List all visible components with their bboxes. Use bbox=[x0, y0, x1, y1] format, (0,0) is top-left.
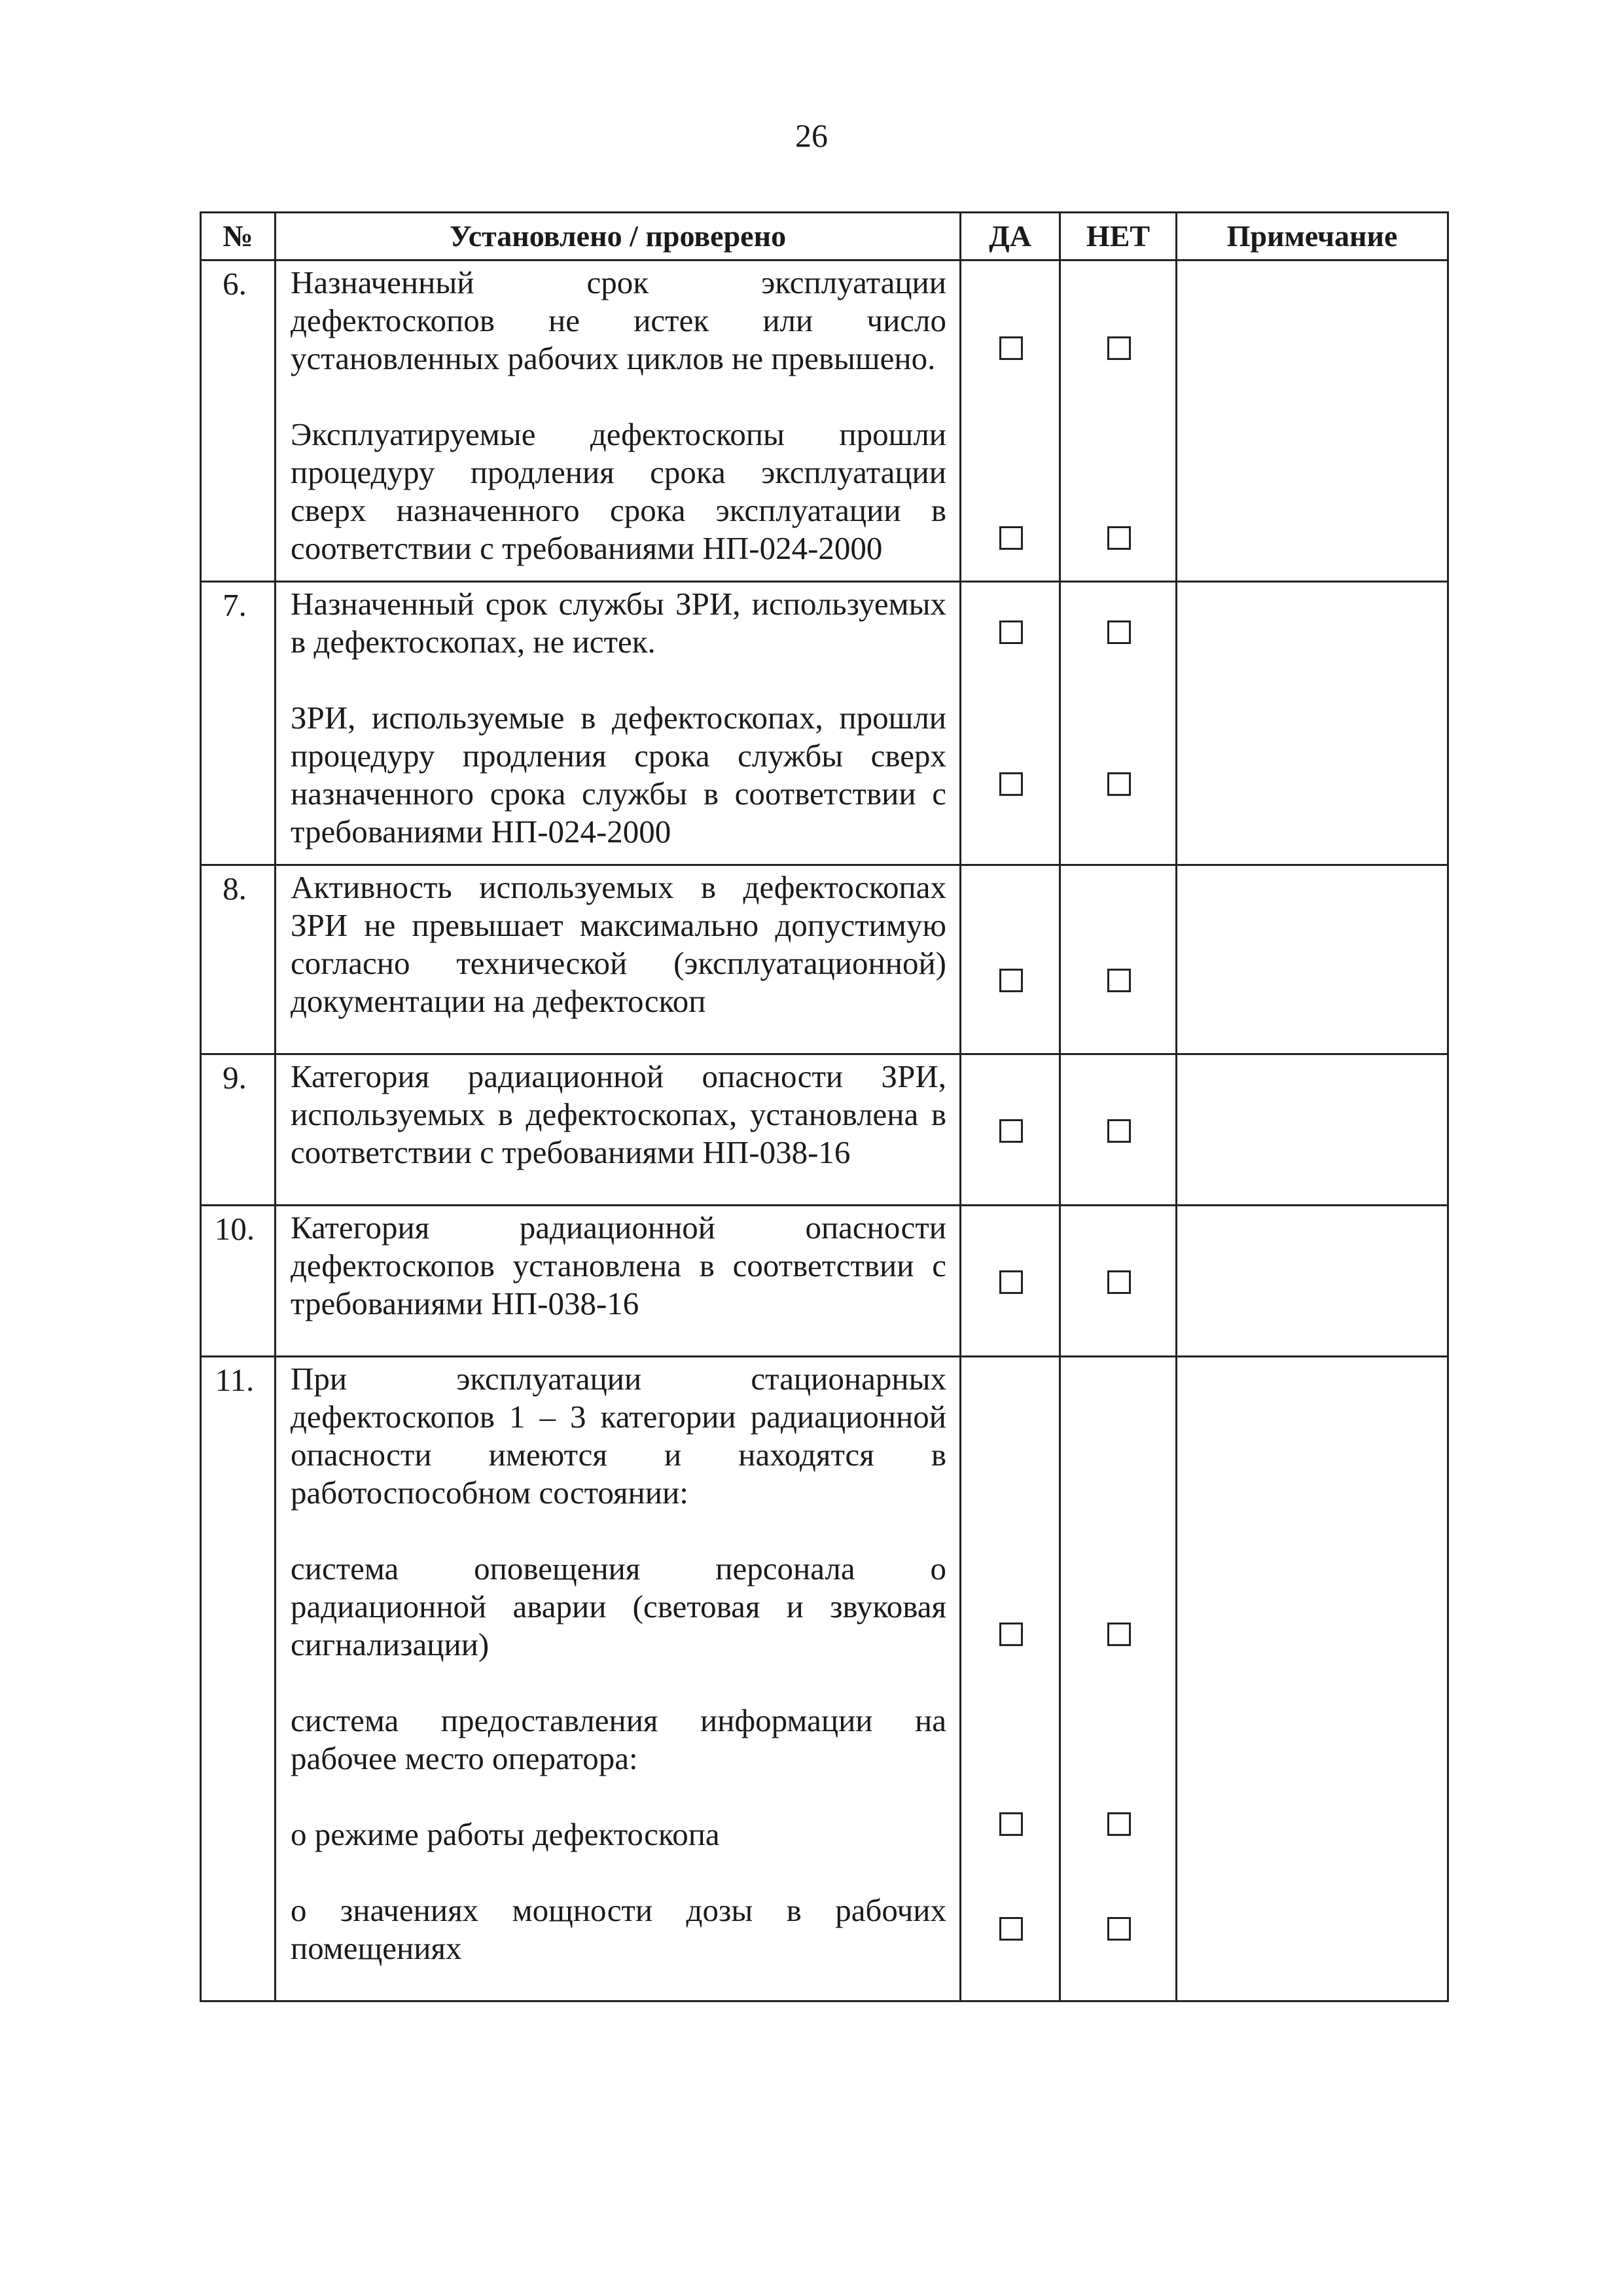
no-checkbox[interactable] bbox=[1107, 1270, 1131, 1294]
table-row bbox=[201, 1357, 1448, 2001]
no-checkbox[interactable] bbox=[1107, 1623, 1131, 1646]
row-paragraph: Эксплуатируемые дефектоскопы прошли процедуру продления срока эксплуатации сверх назначенного срока эксплуатации в соответствии с требованиями НП-024-2000 bbox=[291, 416, 946, 566]
yes-checkbox[interactable] bbox=[999, 620, 1023, 644]
no-checkbox[interactable] bbox=[1107, 526, 1131, 550]
note-cell[interactable] bbox=[1177, 260, 1448, 582]
no-checkbox[interactable] bbox=[1107, 620, 1131, 644]
yes-checkbox[interactable] bbox=[999, 1623, 1023, 1646]
row-paragraph: Назначенный срок эксплуатации дефектоскопов не истек или число установленных рабочих циклов не превышено. bbox=[291, 264, 946, 376]
row-text bbox=[276, 865, 961, 1054]
no-cell bbox=[1060, 1206, 1177, 1357]
row-paragraph: Категория радиационной опасности дефектоскопов установлена в соответствии с требованиями НП-038-16 bbox=[291, 1210, 946, 1321]
note-cell[interactable] bbox=[1177, 582, 1448, 865]
yes-cell bbox=[961, 1206, 1060, 1357]
row-text bbox=[276, 582, 961, 865]
yes-checkbox[interactable] bbox=[999, 772, 1023, 796]
row-number: 11. bbox=[201, 1357, 276, 2001]
no-cell bbox=[1060, 582, 1177, 865]
row-paragraph: ЗРИ, используемые в дефектоскопах, прошли процедуру продления срока службы сверх назначенного срока службы в соответствии с требованиями НП-024-2000 bbox=[291, 700, 946, 850]
yes-cell bbox=[961, 260, 1060, 582]
row-paragraph: Назначенный срок службы ЗРИ, используемых в дефектоскопах, не истек. bbox=[291, 586, 946, 660]
checklist-table bbox=[200, 211, 1449, 2002]
row-paragraph: Активность используемых в дефектоскопах ЗРИ не превышает максимально допустимую согласно технической (эксплуатационной) документации на дефектоскоп bbox=[291, 869, 946, 1019]
header-no: НЕТ bbox=[1060, 213, 1177, 260]
yes-checkbox[interactable] bbox=[999, 1812, 1023, 1836]
row-number: 10. bbox=[201, 1206, 276, 1357]
yes-cell bbox=[961, 865, 1060, 1054]
table-row bbox=[201, 260, 1448, 582]
row-text bbox=[276, 260, 961, 582]
row-number: 6. bbox=[201, 260, 276, 582]
yes-checkbox[interactable] bbox=[999, 526, 1023, 550]
no-cell bbox=[1060, 865, 1177, 1054]
note-cell[interactable] bbox=[1177, 1054, 1448, 1206]
table-row bbox=[201, 865, 1448, 1054]
yes-checkbox[interactable] bbox=[999, 1119, 1023, 1143]
no-checkbox[interactable] bbox=[1107, 336, 1131, 360]
header-row bbox=[201, 213, 1448, 260]
yes-checkbox[interactable] bbox=[999, 1917, 1023, 1941]
row-paragraph: система предоставления информации на рабочее место оператора: bbox=[291, 1702, 946, 1776]
note-cell[interactable] bbox=[1177, 1357, 1448, 2001]
row-paragraph: При эксплуатации стационарных дефектоскопов 1 – 3 категории радиационной опасности имеются и находятся в работоспособном состоянии: bbox=[291, 1361, 946, 1511]
row-number: 8. bbox=[201, 865, 276, 1054]
row-text bbox=[276, 1206, 961, 1357]
no-cell bbox=[1060, 260, 1177, 582]
header-item: Установлено / проверено bbox=[276, 213, 961, 260]
no-checkbox[interactable] bbox=[1107, 1119, 1131, 1143]
header-yes: ДА bbox=[961, 213, 1060, 260]
yes-checkbox[interactable] bbox=[999, 336, 1023, 360]
header-num: № bbox=[201, 213, 276, 260]
yes-cell bbox=[961, 582, 1060, 865]
row-text bbox=[276, 1054, 961, 1206]
header-note: Примечание bbox=[1177, 213, 1448, 260]
row-paragraph: о режиме работы дефектоскопа bbox=[291, 1816, 720, 1852]
no-cell bbox=[1060, 1357, 1177, 2001]
row-paragraph: система оповещения персонала о радиационной аварии (световая и звуковая сигнализации) bbox=[291, 1551, 946, 1662]
row-text bbox=[276, 1357, 961, 2001]
row-number: 7. bbox=[201, 582, 276, 865]
note-cell[interactable] bbox=[1177, 1206, 1448, 1357]
table-row bbox=[201, 1206, 1448, 1357]
yes-checkbox[interactable] bbox=[999, 969, 1023, 992]
yes-cell bbox=[961, 1357, 1060, 2001]
table-row bbox=[201, 582, 1448, 865]
page-number: 26 bbox=[795, 117, 828, 154]
note-cell[interactable] bbox=[1177, 865, 1448, 1054]
yes-checkbox[interactable] bbox=[999, 1270, 1023, 1294]
no-checkbox[interactable] bbox=[1107, 969, 1131, 992]
row-paragraph: Категория радиационной опасности ЗРИ, используемых в дефектоскопах, установлена в соответствии с требованиями НП-038-16 bbox=[291, 1058, 946, 1170]
yes-cell bbox=[961, 1054, 1060, 1206]
no-checkbox[interactable] bbox=[1107, 1917, 1131, 1941]
no-checkbox[interactable] bbox=[1107, 1812, 1131, 1836]
row-number: 9. bbox=[201, 1054, 276, 1206]
no-checkbox[interactable] bbox=[1107, 772, 1131, 796]
row-paragraph: о значениях мощности дозы в рабочих помещениях bbox=[291, 1892, 946, 1966]
table-row bbox=[201, 1054, 1448, 1206]
no-cell bbox=[1060, 1054, 1177, 1206]
